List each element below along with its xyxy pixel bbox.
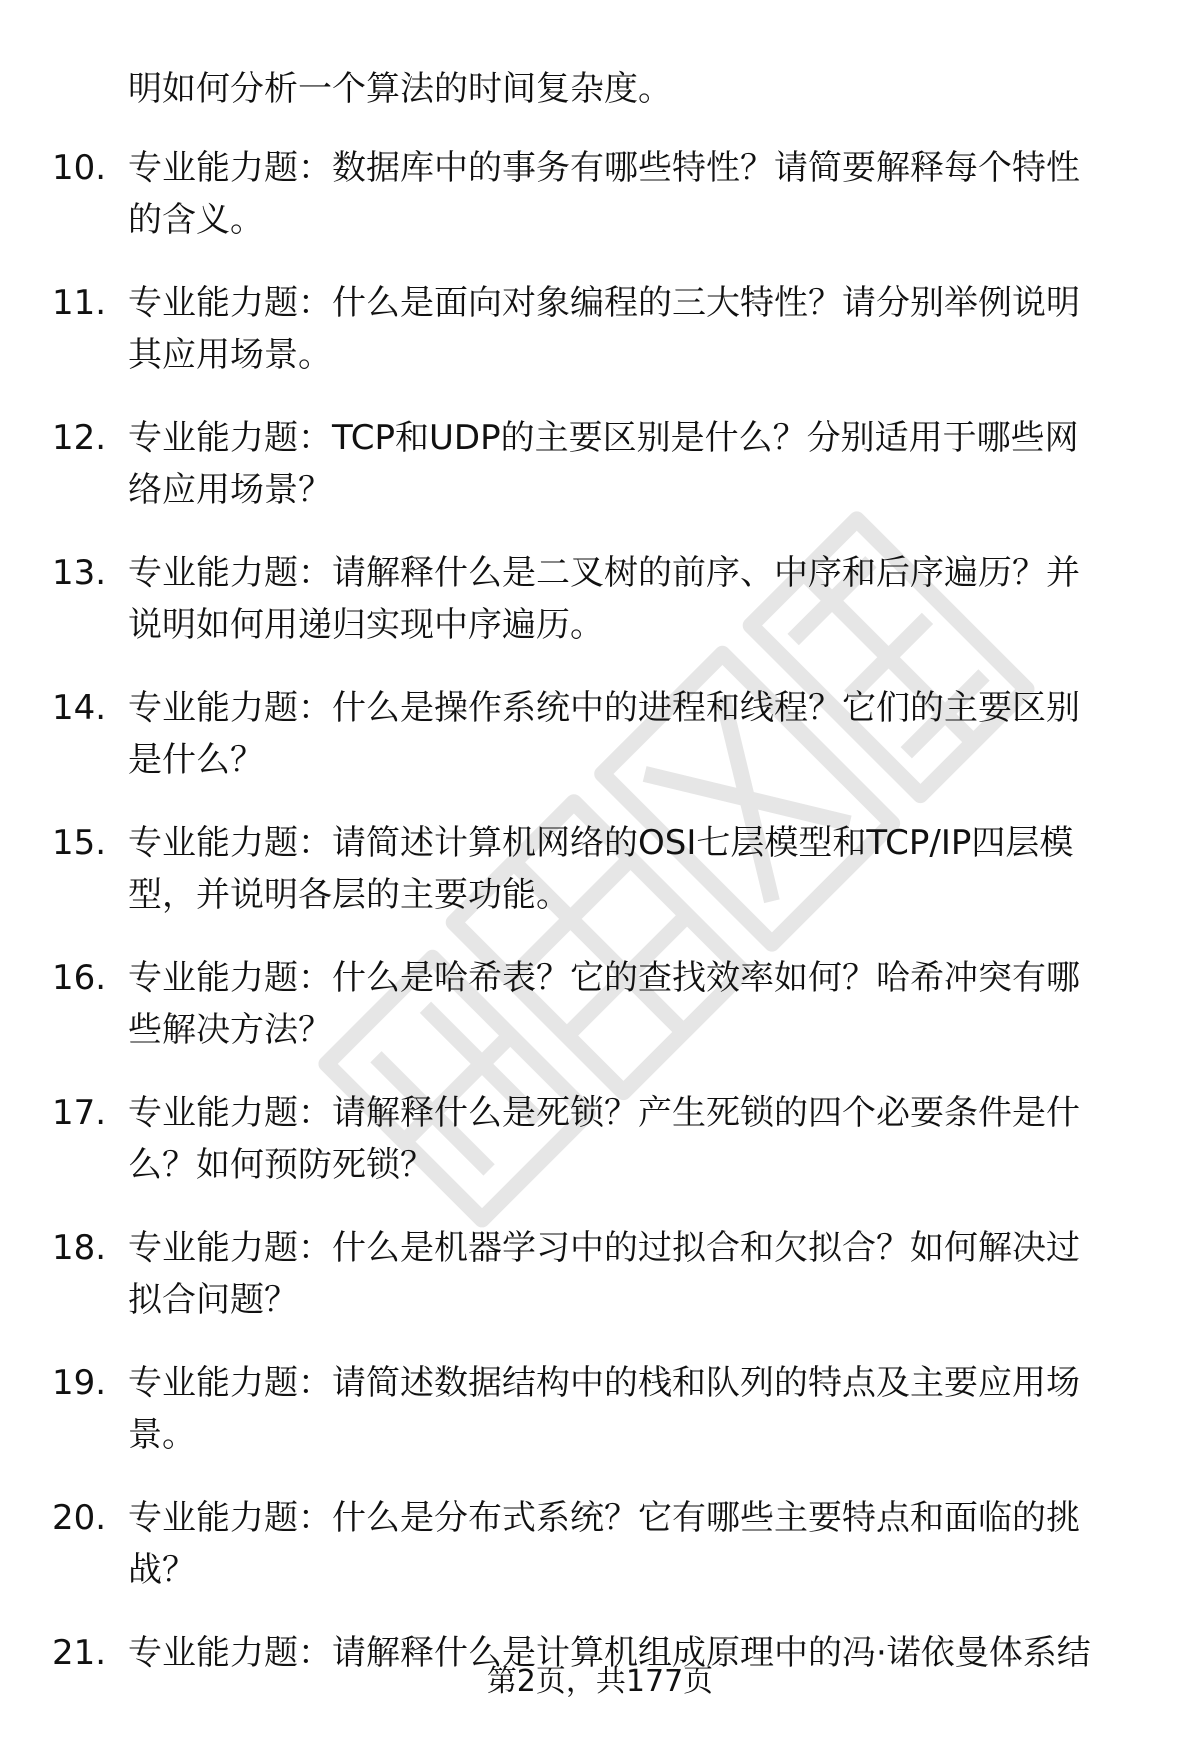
continuation-line: 明如何分析一个算法的时间复杂度。 <box>128 69 672 109</box>
question-number: 15. <box>52 823 107 863</box>
question-text <box>128 1357 1148 1461</box>
question-number: 11. <box>52 283 107 323</box>
question-text-line: 些解决方法？ <box>128 1010 332 1050</box>
question-text-line: 专业能力题：请解释什么是二叉树的前序、中序和后序遍历？并 <box>128 553 1080 593</box>
question-text-line: 专业能力题：TCP和UDP的主要区别是什么？分别适用于哪些网 <box>128 418 1079 458</box>
question-text <box>128 277 1148 381</box>
question-number: 17. <box>52 1093 107 1133</box>
question-text <box>128 142 1148 246</box>
question-text-line: 战？ <box>128 1550 196 1590</box>
question-number: 19. <box>52 1363 107 1403</box>
question-number: 21. <box>52 1633 107 1673</box>
question-item <box>0 1087 1200 1222</box>
question-item <box>0 1492 1200 1627</box>
question-text-line: 么？如何预防死锁？ <box>128 1145 434 1185</box>
question-text-line: 专业能力题：请简述计算机网络的OSI七层模型和TCP/IP四层模 <box>128 823 1074 863</box>
question-number: 18. <box>52 1228 107 1268</box>
question-text-line: 专业能力题：请简述数据结构中的栈和队列的特点及主要应用场 <box>128 1363 1080 1403</box>
question-text-line: 型，并说明各层的主要功能。 <box>128 875 570 915</box>
question-text-line: 其应用场景。 <box>128 335 332 375</box>
question-text <box>128 547 1148 651</box>
question-item <box>0 547 1200 682</box>
question-text-line: 专业能力题：请解释什么是计算机组成原理中的冯·诺依曼体系结 <box>128 1633 1091 1673</box>
question-number: 14. <box>52 688 107 728</box>
question-text-line: 说明如何用递归实现中序遍历。 <box>128 605 604 645</box>
question-list <box>0 142 1200 1762</box>
question-text-line: 是什么？ <box>128 740 264 780</box>
question-text-line: 络应用场景？ <box>128 470 332 510</box>
page-footer: 第2页，共177页 <box>486 1664 714 1699</box>
question-number: 20. <box>52 1498 107 1538</box>
question-text <box>128 952 1148 1056</box>
question-number: 16. <box>52 958 107 998</box>
question-text <box>128 1492 1148 1596</box>
question-text-line: 专业能力题：什么是操作系统中的进程和线程？它们的主要区别 <box>128 688 1080 728</box>
question-number: 13. <box>52 553 107 593</box>
question-text-line: 专业能力题：什么是哈希表？它的查找效率如何？哈希冲突有哪 <box>128 958 1080 998</box>
question-item <box>0 952 1200 1087</box>
question-text-line: 景。 <box>128 1415 196 1455</box>
question-text-line: 专业能力题：什么是分布式系统？它有哪些主要特点和面临的挑 <box>128 1498 1080 1538</box>
question-text <box>128 817 1148 921</box>
question-text-line: 专业能力题：什么是机器学习中的过拟合和欠拟合？如何解决过 <box>128 1228 1080 1268</box>
question-text <box>128 1087 1148 1191</box>
question-text-line: 专业能力题：什么是面向对象编程的三大特性？请分别举例说明 <box>128 283 1080 323</box>
question-item <box>0 1222 1200 1357</box>
question-number: 12. <box>52 418 107 458</box>
question-text-line: 专业能力题：请解释什么是死锁？产生死锁的四个必要条件是什 <box>128 1093 1080 1133</box>
question-text-line: 拟合问题？ <box>128 1280 298 1320</box>
question-item <box>0 142 1200 277</box>
question-text <box>128 412 1148 516</box>
question-item <box>0 1357 1200 1492</box>
question-item <box>0 412 1200 547</box>
question-text <box>128 682 1148 786</box>
question-item <box>0 277 1200 412</box>
question-text-line: 的含义。 <box>128 200 264 240</box>
question-number: 10. <box>52 148 107 188</box>
question-item <box>0 817 1200 952</box>
question-item <box>0 682 1200 817</box>
question-text-line: 专业能力题：数据库中的事务有哪些特性？请简要解释每个特性 <box>128 148 1080 188</box>
question-text <box>128 1222 1148 1326</box>
